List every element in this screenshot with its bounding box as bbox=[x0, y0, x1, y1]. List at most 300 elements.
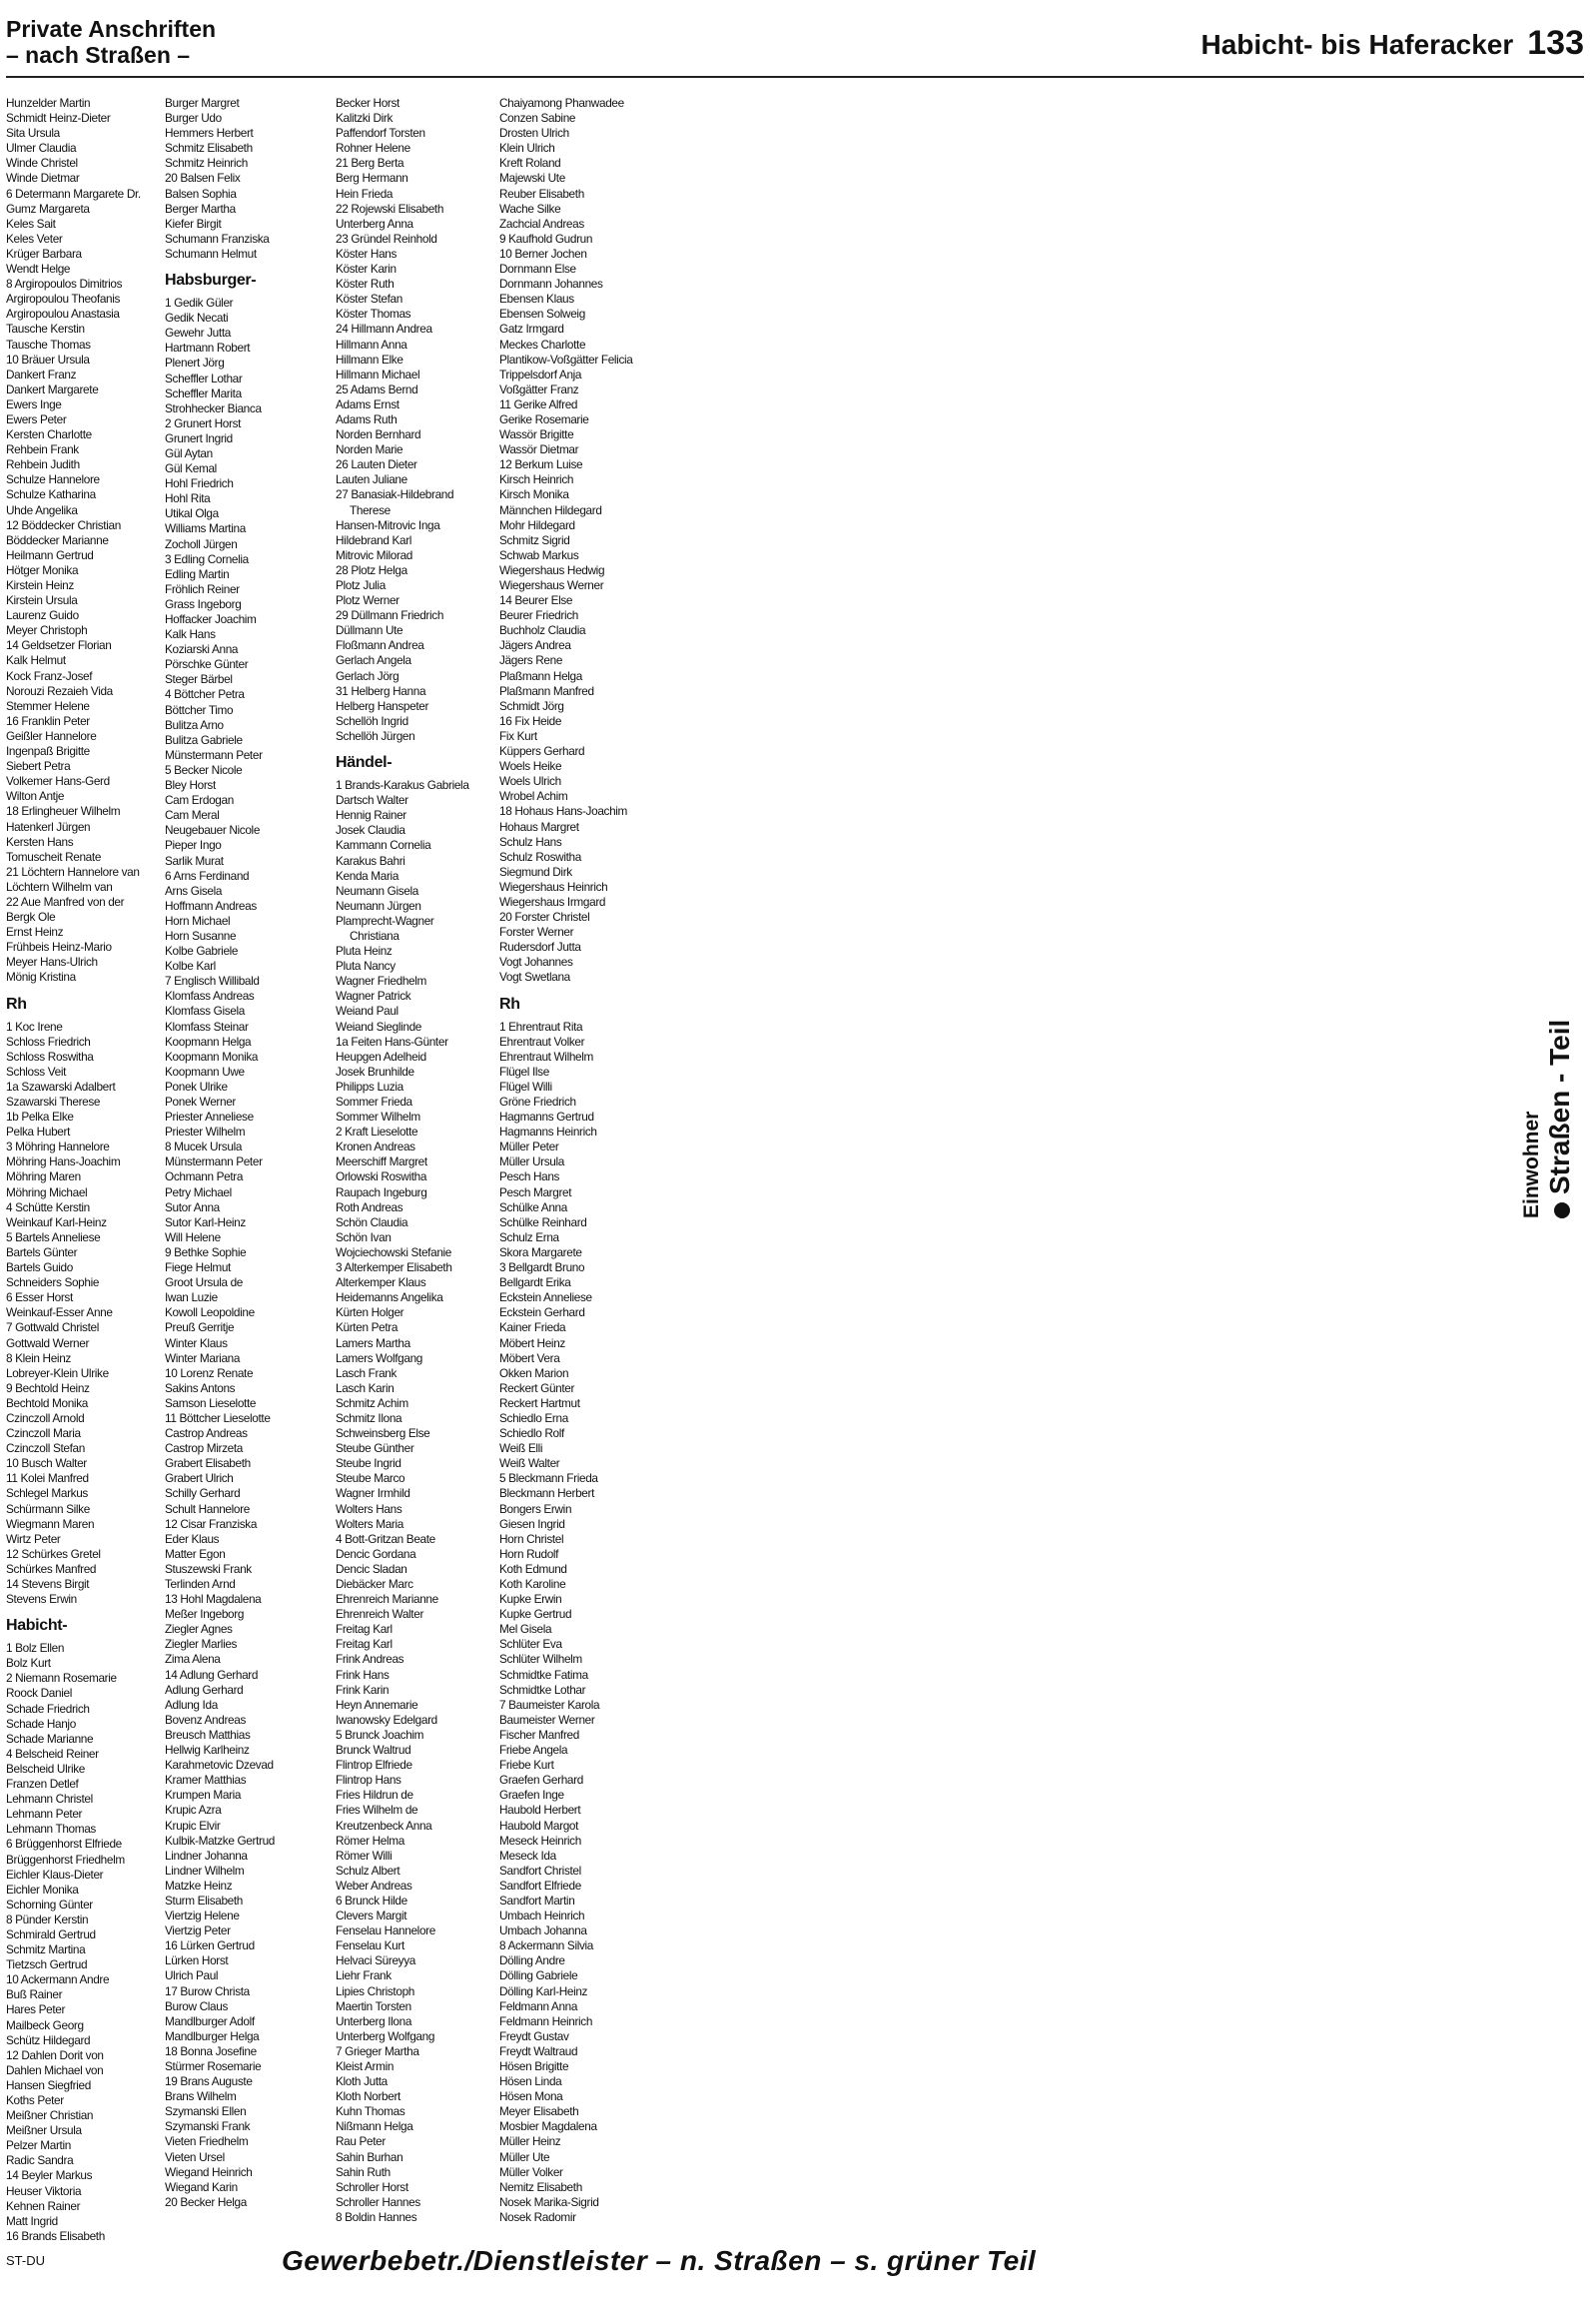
listing-entry: Steube Günther bbox=[336, 1441, 414, 1456]
listing-entry: Koths Peter bbox=[6, 2093, 64, 2107]
listing-entry: Kürten Holger bbox=[336, 1305, 404, 1320]
listing-entry: Sita Ursula bbox=[6, 126, 60, 141]
listing-entry: Lamers Martha bbox=[336, 1335, 410, 1350]
listing-entry: Szymanski Ellen bbox=[165, 2104, 247, 2119]
listing-entry: 16 Franklin Peter bbox=[6, 713, 90, 728]
page-footer bbox=[0, 2241, 1596, 2297]
listing-entry: Schmirald Gertrud bbox=[6, 1926, 96, 1941]
listing-entry: Sakins Antons bbox=[165, 1380, 236, 1395]
street-heading: Rh bbox=[499, 995, 520, 1013]
listing-entry: Schmitz Achim bbox=[336, 1395, 408, 1410]
listing-entry: Hildebrand Karl bbox=[336, 532, 412, 547]
listing-entry: Eichler Monika bbox=[6, 1882, 79, 1897]
listing-entry: Rohner Helene bbox=[336, 141, 410, 156]
listing-entry: Meißner Christian bbox=[6, 2108, 94, 2123]
listing-entry: 16 Brands Elisabeth bbox=[6, 2228, 105, 2243]
listing-entry: Kuhn Thomas bbox=[336, 2104, 405, 2119]
listing-entry: Dornmann Johannes bbox=[499, 277, 603, 292]
listing-entry: Römer Willi bbox=[336, 1848, 393, 1863]
listing-entry: Ziegler Marlies bbox=[165, 1637, 238, 1652]
listing-entry: Nißmann Helga bbox=[336, 2119, 413, 2134]
listing-entry: Will Helene bbox=[165, 1229, 221, 1244]
listing-entry: Krüger Barbara bbox=[6, 246, 82, 261]
listing-entry: Priester Anneliese bbox=[165, 1110, 254, 1125]
listing-entry: Schade Hanjo bbox=[6, 1716, 76, 1731]
page-number: 133 bbox=[1527, 24, 1584, 62]
listing-entry: Dölling Gabriele bbox=[499, 1968, 578, 1983]
column-9 bbox=[1325, 96, 1473, 2233]
listing-entry: Winde Christel bbox=[6, 156, 78, 171]
listing-entry: Stuszewski Frank bbox=[165, 1561, 252, 1576]
listing-entry: Woels Ulrich bbox=[499, 774, 561, 789]
listing-entry: Schroller Hannes bbox=[336, 2194, 420, 2209]
listing-entry: Weiand Sieglinde bbox=[336, 1019, 421, 1034]
listing-entry: Flügel Willi bbox=[499, 1079, 552, 1094]
listing-entry: Ingenpaß Brigitte bbox=[6, 744, 90, 759]
listing-entry: 27 Banasiak-Hildebrand bbox=[336, 487, 454, 502]
listing-entry: Nosek Marika-Sigrid bbox=[499, 2194, 599, 2209]
listing-entry: Schmitz Heinrich bbox=[165, 156, 248, 171]
listing-entry: Frink Andreas bbox=[336, 1652, 404, 1667]
listing-entry: Friebe Angela bbox=[499, 1743, 568, 1758]
listing-entry: 14 Beurer Else bbox=[499, 593, 573, 608]
listing-entry: Cam Erdogan bbox=[165, 793, 234, 808]
listing-entry: Mandlburger Helga bbox=[165, 2028, 260, 2043]
listing-entry: Weiand Paul bbox=[336, 1004, 399, 1019]
listing-entry: 22 Rojewski Elisabeth bbox=[336, 201, 444, 216]
listing-entry: Brunck Waltrud bbox=[336, 1743, 411, 1758]
listing-entry: Matt Ingrid bbox=[6, 2213, 58, 2228]
listing-entry: Pluta Heinz bbox=[336, 944, 393, 959]
listing-entry: 6 Arns Ferdinand bbox=[165, 868, 250, 883]
listing-entry: Hellwig Karlheinz bbox=[165, 1743, 250, 1758]
listing-entry: Grunert Ingrid bbox=[165, 430, 233, 445]
listing-entry: Castrop Andreas bbox=[165, 1426, 248, 1441]
listing-entry: 12 Cisar Franziska bbox=[165, 1516, 258, 1531]
listing-entry: Kolbe Gabriele bbox=[165, 944, 239, 959]
listing-entry: 18 Hohaus Hans-Joachim bbox=[499, 804, 628, 819]
listing-entry: Wojciechowski Stefanie bbox=[336, 1244, 452, 1259]
listing-entry: Ehrentraut Volker bbox=[499, 1034, 585, 1049]
listing-entry: Vieten Ursel bbox=[165, 2149, 225, 2164]
listing-entry: Bechtold Monika bbox=[6, 1395, 88, 1410]
listing-entry: Möhring Maren bbox=[6, 1169, 81, 1184]
listing-entry: Schütz Hildegard bbox=[6, 2032, 91, 2047]
listing-entry: 2 Grunert Horst bbox=[165, 415, 242, 430]
listing-entry: Hansen Siegfried bbox=[6, 2077, 91, 2092]
listing-entry: Hoffacker Joachim bbox=[165, 612, 257, 626]
listing-entry: Kreutzenbeck Anna bbox=[336, 1818, 432, 1833]
column-8 bbox=[1163, 96, 1310, 2233]
listing-entry: 21 Löchtern Hannelore van bbox=[6, 864, 140, 879]
listing-entry: Hagmanns Heinrich bbox=[499, 1125, 597, 1140]
listing-entry: Schumann Franziska bbox=[165, 231, 270, 246]
listing-entry: Hösen Brigitte bbox=[499, 2059, 569, 2073]
listing-entry: Floßmann Andrea bbox=[336, 638, 424, 653]
listing-entry: 12 Dahlen Dorit von bbox=[6, 2047, 104, 2062]
listing-entry: Schmitz Elisabeth bbox=[165, 141, 253, 156]
listing-entry: Kupke Gertrud bbox=[499, 1607, 572, 1622]
listing-entry: Schwab Markus bbox=[499, 547, 579, 562]
listing-entry: 20 Becker Helga bbox=[165, 2194, 247, 2209]
listing-entry: Wassör Dietmar bbox=[499, 442, 579, 457]
listing-entry: Lehmann Christel bbox=[6, 1792, 93, 1807]
listing-entry: Priester Wilhelm bbox=[165, 1125, 246, 1140]
listing-entry: Böddecker Marianne bbox=[6, 532, 109, 547]
listing-entry: Schilly Gerhard bbox=[165, 1486, 241, 1501]
listing-entry: Brüggenhorst Friedhelm bbox=[6, 1852, 125, 1867]
listing-entry: Brans Wilhelm bbox=[165, 2089, 237, 2104]
listing-entry: Josek Claudia bbox=[336, 823, 405, 838]
listing-entry: Pelzer Martin bbox=[6, 2138, 71, 2153]
listing-entry: Ponek Werner bbox=[165, 1095, 236, 1109]
listing-entry: Düllmann Ute bbox=[336, 623, 403, 638]
listing-entry: Bellgardt Erika bbox=[499, 1275, 571, 1290]
listing-entry: Wiegershaus Irmgard bbox=[499, 894, 606, 909]
listing-entry: Schlegel Markus bbox=[6, 1486, 88, 1501]
listing-entry: Köster Stefan bbox=[336, 292, 402, 307]
listing-entry: Viertzig Helene bbox=[165, 1909, 240, 1923]
listing-entry: Schloss Friedrich bbox=[6, 1034, 91, 1049]
listing-entry: Heupgen Adelheid bbox=[336, 1049, 426, 1064]
listing-entry: Philipps Luzia bbox=[336, 1079, 403, 1094]
listing-entry: Dencic Sladan bbox=[336, 1561, 407, 1576]
listing-entry: Sandfort Elfriede bbox=[499, 1878, 581, 1893]
listing-entry: 14 Stevens Birgit bbox=[6, 1577, 90, 1591]
listing-entry: Frühbeis Heinz-Mario bbox=[6, 940, 112, 955]
listing-entry: Pesch Hans bbox=[499, 1169, 560, 1184]
listing-entry: Szymanski Frank bbox=[165, 2119, 251, 2134]
listing-entry: Kainer Frieda bbox=[499, 1320, 566, 1335]
listing-entry: Cam Meral bbox=[165, 808, 220, 823]
listing-entry: Nemitz Elisabeth bbox=[499, 2179, 582, 2194]
listing-entry: 1 Koc Irene bbox=[6, 1019, 63, 1034]
listing-entry: Schmidt Heinz-Dieter bbox=[6, 111, 111, 126]
listing-entry: Trippelsdorf Anja bbox=[499, 367, 582, 382]
listing-entry: Winde Dietmar bbox=[6, 171, 80, 186]
listing-entry: 8 Boldin Hannes bbox=[336, 2209, 417, 2224]
listing-entry: Schülke Reinhard bbox=[499, 1214, 587, 1229]
listing-entry: Kulbik-Matzke Gertrud bbox=[165, 1833, 276, 1848]
listing-entry: Hemmers Herbert bbox=[165, 126, 254, 141]
section-title-line2: – nach Straßen – bbox=[6, 42, 191, 68]
listing-entry: Kleist Armin bbox=[336, 2059, 395, 2073]
listing-entry: Zima Alena bbox=[165, 1652, 221, 1667]
listing-entry: Czinczoll Arnold bbox=[6, 1410, 85, 1425]
listing-entry: Samson Lieselotte bbox=[165, 1395, 257, 1410]
listing-entry: Berger Martha bbox=[165, 201, 236, 216]
listing-entry: Koth Edmund bbox=[499, 1561, 567, 1576]
listing-entry: Rau Peter bbox=[336, 2134, 386, 2149]
listing-entry: 25 Adams Bernd bbox=[336, 382, 418, 396]
listing-entry: Köster Hans bbox=[336, 246, 398, 261]
listing-entry: Krumpen Maria bbox=[165, 1788, 242, 1803]
listing-entry: Schulze Katharina bbox=[6, 487, 96, 502]
listing-entry: Kreft Roland bbox=[499, 156, 561, 171]
listing-entry: Klomfass Steinar bbox=[165, 1019, 249, 1034]
listing-entry: Stürmer Rosemarie bbox=[165, 2059, 262, 2073]
listing-entry: Wiegand Karin bbox=[165, 2179, 238, 2194]
listing-entry: Weber Andreas bbox=[336, 1878, 412, 1893]
listing-entry: 18 Bonna Josefine bbox=[165, 2043, 257, 2058]
listing-entry: Möbert Heinz bbox=[499, 1335, 565, 1350]
listing-entry: 16 Fix Heide bbox=[499, 713, 562, 728]
listing-entry: 4 Belscheid Reiner bbox=[6, 1746, 99, 1761]
listing-entry: Feldmann Heinrich bbox=[499, 2013, 593, 2028]
listing-entry: 1 Gedik Güler bbox=[165, 296, 234, 311]
listing-entry: Raupach Ingeburg bbox=[336, 1184, 427, 1199]
listing-entry: Orlowski Roswitha bbox=[336, 1169, 427, 1184]
listing-entry: Pieper Ingo bbox=[165, 838, 222, 853]
listing-entry: 1a Szawarski Adalbert bbox=[6, 1079, 116, 1094]
listing-entry: Möhring Hans-Joachim bbox=[6, 1154, 121, 1169]
listing-entry: Klein Ulrich bbox=[499, 141, 555, 156]
listing-entry: Arns Gisela bbox=[165, 883, 223, 898]
listing-entry: Franzen Detlef bbox=[6, 1777, 79, 1792]
column-6 bbox=[829, 96, 977, 2233]
bullet-dot-icon bbox=[1554, 1202, 1570, 1218]
listing-entry: Iwanowsky Edelgard bbox=[336, 1712, 437, 1727]
listing-entry: Ulmer Claudia bbox=[6, 141, 77, 156]
listing-entry: Groot Ursula de bbox=[165, 1275, 244, 1290]
listing-entry: Meyer Hans-Ulrich bbox=[6, 955, 98, 970]
listing-entry: Gröne Friedrich bbox=[499, 1095, 576, 1109]
page-header bbox=[6, 14, 1584, 74]
listing-entry: Weinkauf-Esser Anne bbox=[6, 1305, 113, 1320]
listing-entry: 7 Baumeister Karola bbox=[499, 1697, 600, 1712]
listing-entry: Dölling Karl-Heinz bbox=[499, 1983, 588, 1998]
listing-entry: Dartsch Walter bbox=[336, 793, 408, 808]
listing-entry: Köster Ruth bbox=[336, 277, 395, 292]
listing-entry: Kirstein Ursula bbox=[6, 593, 78, 608]
listing-entry: 11 Gerike Alfred bbox=[499, 396, 578, 411]
listing-entry: Clevers Margit bbox=[336, 1909, 407, 1923]
listing-entry: Müller Volker bbox=[499, 2164, 563, 2179]
listing-entry: Hennig Rainer bbox=[336, 808, 406, 823]
listing-entry: Ernst Heinz bbox=[6, 925, 64, 940]
listing-entry: Dankert Margarete bbox=[6, 382, 99, 396]
listing-columns bbox=[6, 96, 1504, 2243]
listing-entry: Ziegler Agnes bbox=[165, 1622, 233, 1637]
listing-entry: Burger Margret bbox=[165, 96, 240, 110]
listing-entry: Geißler Hannelore bbox=[6, 728, 97, 743]
listing-entry: Graefen Inge bbox=[499, 1788, 564, 1803]
listing-entry: 3 Edling Cornelia bbox=[165, 551, 249, 566]
listing-entry: Sahin Burhan bbox=[336, 2149, 403, 2164]
listing-entry: Stevens Erwin bbox=[6, 1592, 77, 1607]
listing-entry: 20 Forster Christel bbox=[499, 910, 590, 925]
listing-entry: 5 Bartels Anneliese bbox=[6, 1229, 101, 1244]
listing-entry: Unterberg Wolfgang bbox=[336, 2028, 435, 2043]
listing-entry: 10 Bräuer Ursula bbox=[6, 352, 90, 367]
listing-entry: Hein Frieda bbox=[336, 186, 394, 201]
listing-entry: 3 Möhring Hannelore bbox=[6, 1140, 110, 1154]
listing-entry: Utikal Olga bbox=[165, 506, 219, 521]
listing-entry: 7 Gottwald Christel bbox=[6, 1320, 100, 1335]
listing-entry: Rehbein Judith bbox=[6, 457, 80, 472]
listing-entry: Fiege Helmut bbox=[165, 1260, 231, 1275]
listing-entry: Schmitz Sigrid bbox=[499, 532, 570, 547]
listing-entry: Josek Brunhilde bbox=[336, 1064, 414, 1079]
listing-entry: Plaßmann Manfred bbox=[499, 683, 594, 698]
listing-entry: Iwan Luzie bbox=[165, 1290, 218, 1305]
listing-entry: Gewehr Jutta bbox=[165, 326, 231, 341]
listing-entry: Freydt Waltraud bbox=[499, 2043, 578, 2058]
listing-entry: Heilmann Gertrud bbox=[6, 547, 94, 562]
listing-entry: Berg Hermann bbox=[336, 171, 408, 186]
listing-entry: Haubold Margot bbox=[499, 1818, 579, 1833]
listing-entry: Terlinden Arnd bbox=[165, 1577, 236, 1591]
listing-entry-continued: Therese bbox=[350, 502, 391, 517]
listing-entry: Hartmann Robert bbox=[165, 341, 251, 356]
listing-entry: Kersten Charlotte bbox=[6, 427, 92, 442]
listing-entry: Weinkauf Karl-Heinz bbox=[6, 1214, 107, 1229]
listing-entry: 1 Brands-Karakus Gabriela bbox=[336, 778, 469, 793]
listing-entry: Bartels Guido bbox=[6, 1260, 73, 1275]
listing-entry: Scheffler Marita bbox=[165, 385, 242, 400]
listing-entry: Rudersdorf Jutta bbox=[499, 940, 581, 955]
listing-entry: Lindner Johanna bbox=[165, 1848, 248, 1863]
listing-entry: 14 Beyler Markus bbox=[6, 2168, 93, 2183]
listing-entry: Mönig Kristina bbox=[6, 970, 76, 985]
listing-entry: Lürken Horst bbox=[165, 1953, 229, 1968]
listing-entry: Ewers Inge bbox=[6, 396, 62, 411]
listing-entry: Eckstein Anneliese bbox=[499, 1290, 592, 1305]
listing-entry: 5 Becker Nicole bbox=[165, 762, 243, 777]
listing-entry: Gerike Rosemarie bbox=[499, 411, 589, 426]
listing-entry: Winter Mariana bbox=[165, 1350, 241, 1365]
listing-entry: Sutor Karl-Heinz bbox=[165, 1214, 246, 1229]
listing-entry: Ulrich Paul bbox=[165, 1968, 219, 1983]
listing-entry: Münstermann Peter bbox=[165, 747, 263, 762]
listing-entry: Plamprecht-Wagner bbox=[336, 913, 434, 928]
listing-entry: Eckstein Gerhard bbox=[499, 1305, 585, 1320]
listing-entry: Mailbeck Georg bbox=[6, 2017, 84, 2032]
listing-entry: Plotz Julia bbox=[336, 578, 386, 592]
listing-entry: Münstermann Peter bbox=[165, 1154, 263, 1169]
listing-entry: 12 Berkum Luise bbox=[499, 457, 583, 472]
listing-entry: Castrop Mirzeta bbox=[165, 1441, 244, 1456]
listing-entry: Schürmann Silke bbox=[6, 1501, 90, 1516]
listing-entry: Belscheid Ulrike bbox=[6, 1761, 85, 1776]
listing-entry: Schulz Hans bbox=[499, 834, 562, 849]
listing-entry: Vogt Johannes bbox=[499, 955, 573, 970]
listing-entry: 1b Pelka Elke bbox=[6, 1110, 74, 1125]
listing-entry: Siegmund Dirk bbox=[499, 864, 572, 879]
listing-entry: 2 Kraft Lieselotte bbox=[336, 1125, 418, 1140]
listing-entry: Fischer Manfred bbox=[499, 1727, 579, 1742]
listing-entry: Hohaus Margret bbox=[499, 819, 579, 834]
listing-entry: Woels Heike bbox=[499, 759, 562, 774]
listing-entry: Steube Ingrid bbox=[336, 1456, 401, 1471]
listing-entry: Koopmann Helga bbox=[165, 1034, 252, 1049]
listing-entry: Kalitzki Dirk bbox=[336, 111, 394, 126]
listing-entry: Majewski Ute bbox=[499, 171, 565, 186]
listing-entry: Krupic Elvir bbox=[165, 1818, 221, 1833]
listing-entry: Keles Sait bbox=[6, 216, 56, 231]
street-heading: Händel- bbox=[336, 754, 393, 772]
listing-entry: Alterkemper Klaus bbox=[336, 1275, 426, 1290]
listing-entry: Wrobel Achim bbox=[499, 789, 568, 804]
listing-entry: 6 Determann Margarete Dr. bbox=[6, 186, 141, 201]
listing-entry: Horn Michael bbox=[165, 913, 231, 928]
listing-entry: Diebäcker Marc bbox=[336, 1577, 413, 1591]
listing-entry: Bulitza Arno bbox=[165, 717, 224, 732]
listing-entry: Flintrop Elfriede bbox=[336, 1758, 412, 1773]
listing-entry: Schön Ivan bbox=[336, 1229, 392, 1244]
listing-entry: Nosek Radomir bbox=[499, 2209, 576, 2224]
listing-entry: Vogt Swetlana bbox=[499, 970, 570, 985]
listing-entry: Scheffler Lothar bbox=[165, 371, 243, 385]
listing-entry: Kalk Helmut bbox=[6, 653, 66, 668]
listing-entry: Kehnen Rainer bbox=[6, 2198, 81, 2213]
listing-entry: Lehmann Peter bbox=[6, 1807, 83, 1822]
listing-entry: Schmidtke Fatima bbox=[499, 1667, 588, 1682]
listing-entry: Pluta Nancy bbox=[336, 959, 396, 974]
section-title-line1: Private Anschriften bbox=[6, 16, 217, 42]
listing-entry: Reckert Hartmut bbox=[499, 1395, 580, 1410]
listing-entry: Haubold Herbert bbox=[499, 1803, 581, 1818]
listing-entry: Becker Horst bbox=[336, 96, 399, 110]
listing-entry: Heuser Viktoria bbox=[6, 2183, 82, 2198]
listing-entry: 1a Feiten Hans-Günter bbox=[336, 1034, 448, 1049]
listing-entry: Müller Peter bbox=[499, 1140, 559, 1154]
listing-entry: Kürten Petra bbox=[336, 1320, 399, 1335]
listing-entry: 6 Esser Horst bbox=[6, 1290, 73, 1305]
listing-entry: Schroller Horst bbox=[336, 2179, 408, 2194]
listing-entry: 2 Niemann Rosemarie bbox=[6, 1671, 117, 1686]
street-heading: Habicht- bbox=[6, 1617, 68, 1635]
listing-entry: Hunzelder Martin bbox=[6, 96, 91, 110]
listing-entry: Fröhlich Reiner bbox=[165, 581, 240, 596]
listing-entry: Strohhecker Bianca bbox=[165, 400, 262, 415]
listing-entry: Skora Margarete bbox=[499, 1244, 582, 1259]
listing-entry: Schult Hannelore bbox=[165, 1501, 250, 1516]
listing-entry: 8 Ackermann Silvia bbox=[499, 1938, 594, 1953]
listing-entry: Fries Hildrun de bbox=[336, 1788, 413, 1803]
listing-entry: Frink Hans bbox=[336, 1667, 390, 1682]
listing-entry: Roock Daniel bbox=[6, 1686, 72, 1701]
listing-entry: Meckes Charlotte bbox=[499, 337, 586, 352]
listing-entry: Preuß Gerritje bbox=[165, 1320, 235, 1335]
listing-entry: 6 Brunck Hilde bbox=[336, 1893, 407, 1908]
listing-entry: Wiegmann Maren bbox=[6, 1516, 95, 1531]
listing-entry: Pörschke Günter bbox=[165, 657, 249, 672]
listing-entry: Mosbier Magdalena bbox=[499, 2119, 597, 2134]
listing-entry: Kloth Norbert bbox=[336, 2089, 400, 2104]
listing-entry: Horn Susanne bbox=[165, 928, 237, 943]
listing-entry: Pelka Hubert bbox=[6, 1125, 70, 1140]
listing-entry: Schellöh Jürgen bbox=[336, 728, 415, 743]
listing-entry: Römer Helma bbox=[336, 1833, 404, 1848]
listing-entry: Sommer Wilhelm bbox=[336, 1110, 420, 1125]
listing-entry: 28 Plotz Helga bbox=[336, 562, 407, 577]
listing-entry: Koth Karoline bbox=[499, 1577, 566, 1591]
listing-entry: Norouzi Rezaieh Vida bbox=[6, 683, 113, 698]
listing-entry: Graefen Gerhard bbox=[499, 1773, 583, 1788]
listing-entry: Bongers Erwin bbox=[499, 1501, 572, 1516]
listing-entry: 8 Klein Heinz bbox=[6, 1350, 71, 1365]
listing-entry: 8 Pünder Kerstin bbox=[6, 1912, 89, 1926]
listing-entry: 4 Böttcher Petra bbox=[165, 687, 245, 702]
listing-entry-continued: Christiana bbox=[350, 928, 399, 943]
listing-entry: 3 Alterkemper Elisabeth bbox=[336, 1260, 452, 1275]
column-5 bbox=[662, 96, 810, 2233]
listing-entry: Löchtern Wilhelm van bbox=[6, 879, 113, 894]
listing-entry: Lamers Wolfgang bbox=[336, 1350, 422, 1365]
listing-entry: Kammann Cornelia bbox=[336, 838, 431, 853]
listing-entry: 8 Mucek Ursula bbox=[165, 1140, 243, 1154]
